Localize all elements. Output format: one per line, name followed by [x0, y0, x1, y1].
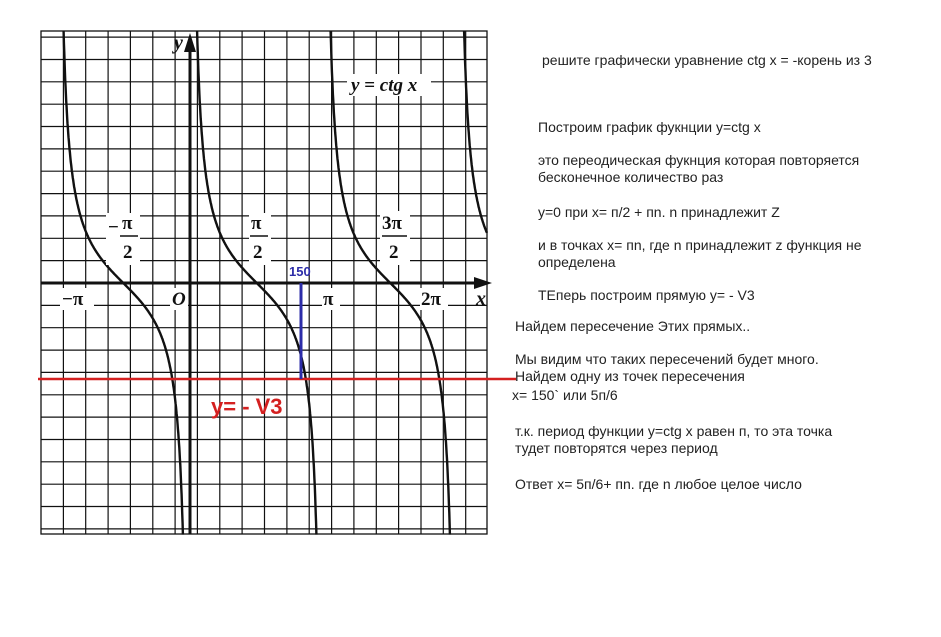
fraction-pi-over-2-denominator: 2: [253, 242, 263, 263]
fraction-3pi-over-2-denominator: 2: [389, 242, 399, 263]
tick-label-minus-pi: −π: [62, 289, 84, 310]
marker-label: 150: [289, 264, 311, 279]
step-text: т.к. период функции y=ctg x равен п, то эта точка тудет повторятся через период: [515, 423, 833, 456]
step-text: Мы видим что таких пересечений будет много. Найдем одну из точек пересечения: [515, 351, 819, 384]
line-label: y= - V3: [211, 394, 283, 419]
task-text: решите графически уравнение ctg x = -корень из 3: [542, 52, 872, 68]
x-axis-label: x: [476, 288, 486, 310]
step-text: Найдем пересечение Этих прямых..: [515, 318, 751, 334]
fraction-minus-pi-over-2-denominator: 2: [123, 242, 133, 263]
step-text: y=0 при x= п/2 + пn. n принадлежит Z: [538, 204, 780, 220]
step-text: ТЕперь построим прямую y= - V3: [538, 287, 755, 303]
y-axis-label: y: [174, 32, 183, 54]
step-text: Построим график фукнции y=ctg x: [538, 119, 761, 135]
step-text: это переодическая фукнция которая повторяется бесконечное количество раз: [538, 152, 860, 185]
step-text: и в точках x= пn, где n принадлежит z функция не определена: [538, 237, 862, 270]
fraction-3pi-over-2-numerator: 3π: [382, 213, 402, 234]
y-axis-arrow: [184, 33, 196, 52]
step-text: x= 150` или 5п/6: [512, 387, 618, 403]
origin-label: O: [172, 289, 186, 310]
answer-text: Ответ x= 5п/6+ пn. где n любое целое число: [515, 476, 802, 492]
cotangent-branch: [464, 31, 487, 232]
fraction-pi-over-2-numerator: π: [251, 213, 262, 234]
tick-label-2pi: 2π: [421, 289, 441, 310]
tick-label-pi: π: [323, 289, 334, 310]
fraction-minus-pi-over-2-numerator: π: [122, 213, 133, 234]
fraction-minus-pi-over-2-sign: −: [108, 217, 119, 238]
function-label: y = ctg x: [351, 75, 418, 96]
